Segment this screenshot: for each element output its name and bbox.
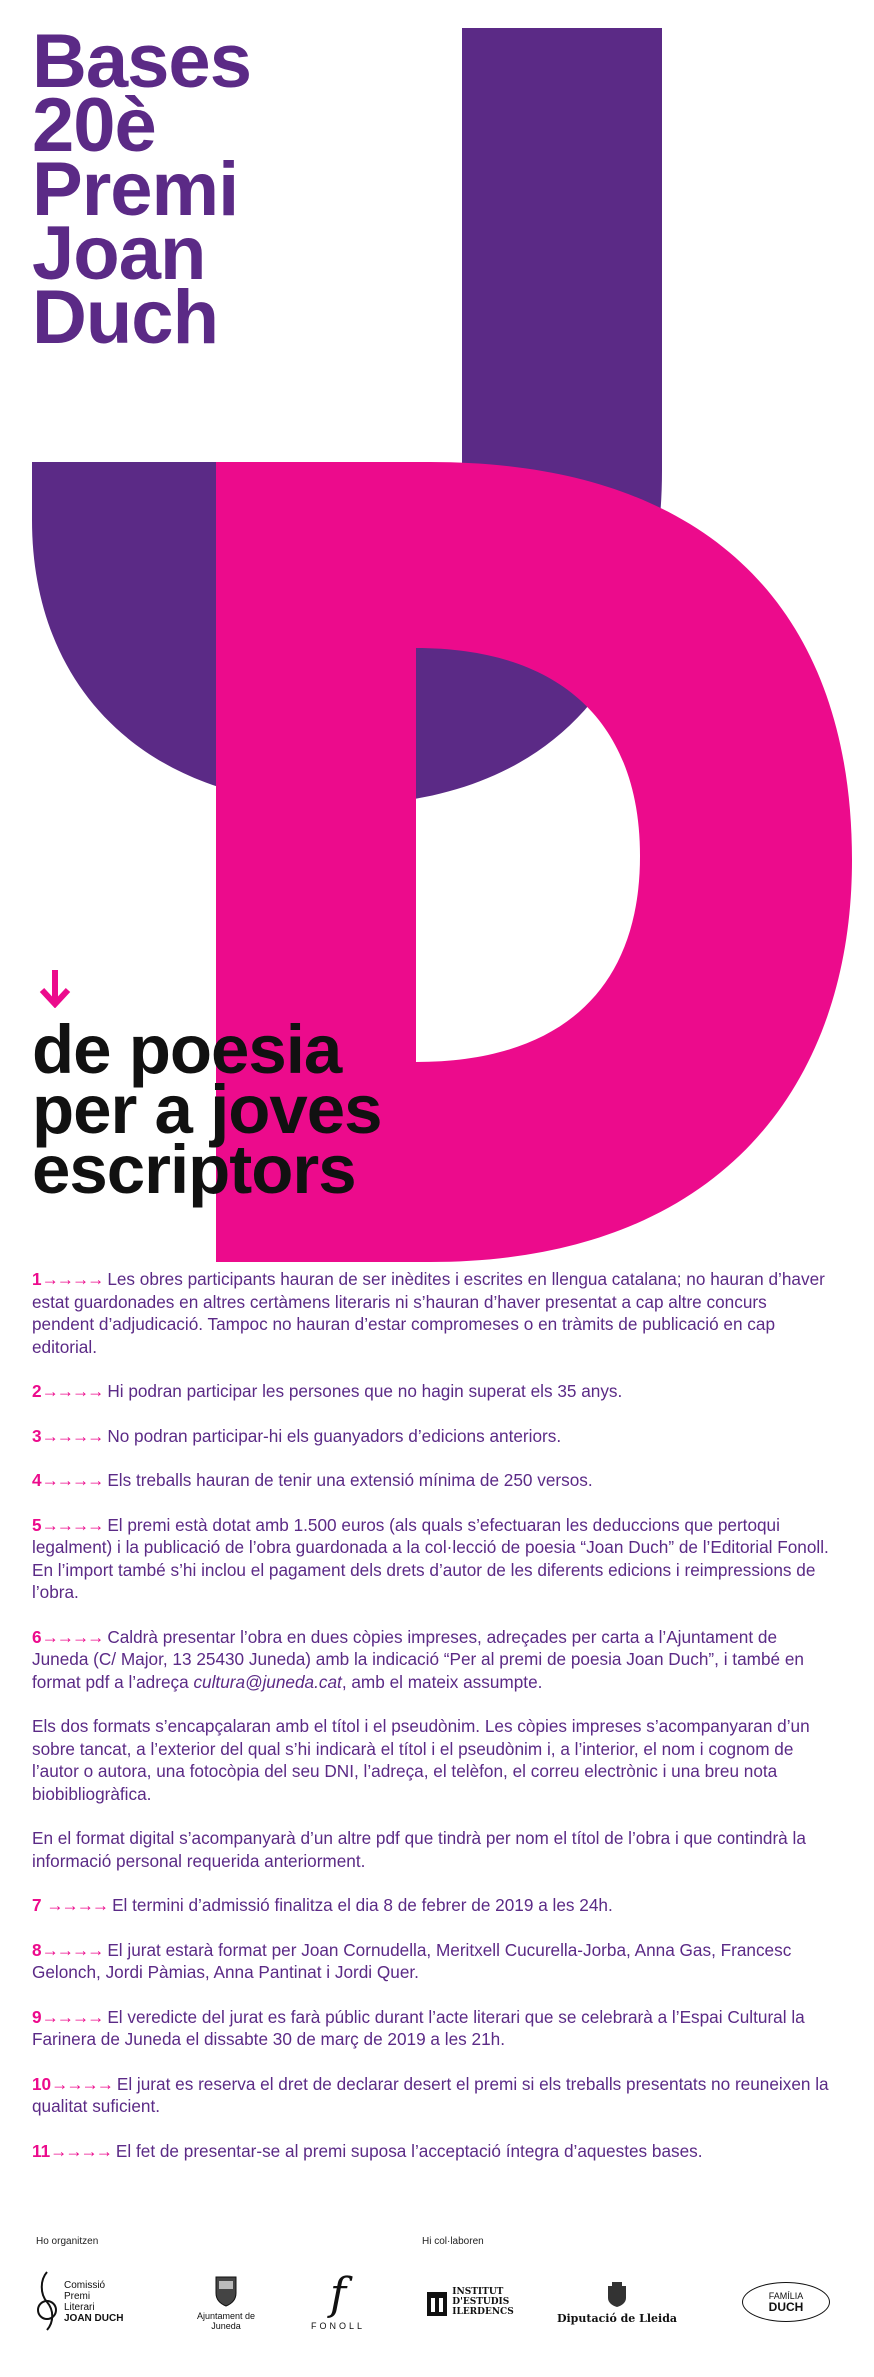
page-title [32, 19, 251, 360]
diputacio-lleida-logo [552, 2262, 682, 2342]
logo-text: Literari [64, 2302, 95, 2313]
rule-item [32, 1268, 832, 1358]
logo-text: Ajuntament de [196, 2311, 256, 2321]
rule-number: 1 [32, 1269, 42, 1289]
title-line: Premi [32, 147, 239, 232]
logo-text: FAMÍLIA [768, 2290, 804, 2301]
rule-text: Els treballs hauran de tenir una extensió mínima de 250 versos. [107, 1470, 593, 1490]
rule-text: El premi està dotat amb 1.500 euros (als quals s’efectuaran les deduccions que pertoqui legalment) i la publicació de l’obra guardonada a la col·lecció de poesia “Joan Duch” de l’Editorial Fonoll. En l’import també s’hi inclou el pagament dels drets d’autor de les diferents edicions i reimpressions de l’obra. [32, 1514, 829, 1602]
rule-number: 6 [32, 1626, 42, 1647]
crest-icon [606, 2280, 628, 2308]
logo-text: JOAN DUCH [64, 2313, 124, 2324]
fonoll-logo [298, 2262, 378, 2342]
rule-text: El termini d’admissió finalitza el dia 8 de febrer de 2019 a les 24h. [112, 1895, 613, 1915]
subtitle-line: escriptors [32, 1131, 356, 1208]
rules-list [32, 1268, 832, 2184]
subtitle-line: per a joves [32, 1071, 382, 1148]
fonoll-f-mark: f [329, 2269, 347, 2320]
rule-number: 8 [32, 1939, 42, 1960]
rule-number: 2 [32, 1381, 42, 1401]
rule-item [32, 2073, 832, 2118]
subtitle-line: de poesia [32, 1011, 342, 1088]
logo-text: Premi [64, 2291, 91, 2302]
arrows-icon: →→→→ [41, 1470, 103, 1490]
rule-text: El fet de presentar-se al premi suposa l’acceptació íntegra d’aquestes bases. [115, 2140, 703, 2161]
arrows-icon: →→→→ [41, 1939, 103, 1960]
title-line: Bases [32, 19, 251, 104]
title-line: 20è [32, 83, 156, 168]
arrows-icon: →→→→ [46, 1895, 108, 1915]
arrows-icon: →→→→ [41, 2006, 103, 2027]
rule-item [32, 1514, 832, 1604]
logo-text: DUCH [768, 2299, 804, 2314]
arrows-icon: →→→→ [41, 1626, 103, 1647]
rule-paragraph: En el format digital s’acompanyarà d’un altre pdf que tindrà per nom el títol de l’obra i que contindrà la informació personal requerida anteriorment. [32, 1828, 806, 1871]
collaborators-label: Hi col·laboren [422, 2236, 484, 2247]
rule-number: 5 [32, 1514, 42, 1535]
logo-text: Comissió [64, 2280, 106, 2291]
rule-item [32, 1894, 832, 1917]
rule-text: , amb el mateix assumpte. [341, 1671, 543, 1692]
rule-number: 4 [32, 1470, 42, 1490]
rule-text: El veredicte del jurat es farà públic durant l’acte literari que se celebrarà a l’Espai Cultural la Farinera de Juneda el dissabte 30 de març de 2019 a les 21h. [32, 2006, 805, 2049]
rule-number: 9 [32, 2006, 42, 2027]
rule-number: 7 [32, 1895, 42, 1915]
ajuntament-juneda-logo [178, 2262, 274, 2342]
rule-item [32, 1469, 832, 1492]
logo-text: INSTITUT [452, 2287, 504, 2297]
rule-item [32, 1425, 832, 1448]
rule-item [32, 1380, 832, 1403]
logo-text: D'ESTUDIS [452, 2297, 510, 2307]
pen-icon [34, 2270, 60, 2334]
rule-item [32, 1939, 832, 1984]
email-address: cultura@juneda.cat [193, 1671, 342, 1692]
rule-text: Les obres participants hauran de ser inèdites i escrites en llengua catalana; no hauran d’haver estat guardonades en altres certàmens literaris ni s’hauran d’haver presentat a cap altre concurs pendent d’adjudicació. Tampoc no hauran d’estar compromeses o en tràmits de publicació en cap editorial. [32, 1269, 825, 1357]
arrows-icon: →→→→ [41, 1514, 103, 1535]
familia-duch-logo [740, 2262, 832, 2342]
arrows-icon: →→→→ [50, 2140, 111, 2161]
rule-item [32, 1626, 832, 1694]
rule-text: No podran participar-hi els guanyadors d’edicions anteriors. [107, 1425, 562, 1446]
comissio-premi-logo [34, 2262, 144, 2342]
arrows-icon: →→→→ [41, 1269, 103, 1289]
coat-of-arms-icon [213, 2273, 239, 2307]
rule-text: El jurat es reserva el dret de declarar desert el premi si els treballs presentats no reuneixen la qualitat suficient. [32, 2073, 829, 2116]
logo-text: ILERDENCS [452, 2307, 514, 2317]
rule-text: El jurat estarà format per Joan Cornudella, Meritxell Cucurella-Jorba, Anna Gas, Francesc Gelonch, Jordi Pàmias, Anna Pantinat i Jordi Quer. [32, 1939, 792, 1982]
building-icon [426, 2286, 448, 2318]
logo-text: FONOLL [310, 2321, 365, 2331]
title-line: Duch [32, 275, 218, 360]
logo-text: Juneda [211, 2321, 241, 2331]
arrows-icon: →→→→ [41, 1425, 103, 1446]
subtitle [32, 1011, 382, 1208]
rule-number: 3 [32, 1425, 42, 1446]
arrows-icon: →→→→ [41, 1381, 103, 1401]
arrow-down-icon [38, 968, 72, 1015]
rule-number: 10 [32, 2073, 52, 2094]
arrows-icon: →→→→ [51, 2073, 112, 2094]
rule-text: Hi podran participar les persones que no hagin superat els 35 anys. [107, 1381, 623, 1401]
organizers-label: Ho organitzen [36, 2236, 99, 2247]
rule-item [32, 2006, 832, 2051]
rule-paragraph: Els dos formats s’encapçalaran amb el títol i el pseudònim. Les còpies impreses s’acompanyaran d’un sobre tancat, a l’exterior del qual s’hi indicarà el títol i el pseudònim i, a l’interior, el nom i cognom de l’autor o autora, una fotocòpia del seu DNI, l’adreça, el telèfon, el correu electrònic i una breu nota biobibliogràfica. [32, 1716, 810, 1804]
rule-text: Caldrà presentar l’obra en dues còpies impreses, adreçades per carta a l’Ajuntament de Juneda (C/ Major, 13 25430 Juneda) amb la indicació “Per al premi de poesia Joan Duch”, i també en format pdf a l’adreça [32, 1626, 804, 1692]
title-line: Joan [32, 211, 206, 296]
rule-item [32, 2140, 832, 2163]
institut-estudis-ilerdencs-logo [418, 2262, 522, 2342]
rule-number: 11 [32, 2140, 51, 2161]
logo-text: Diputació de Lleida [556, 2311, 678, 2325]
